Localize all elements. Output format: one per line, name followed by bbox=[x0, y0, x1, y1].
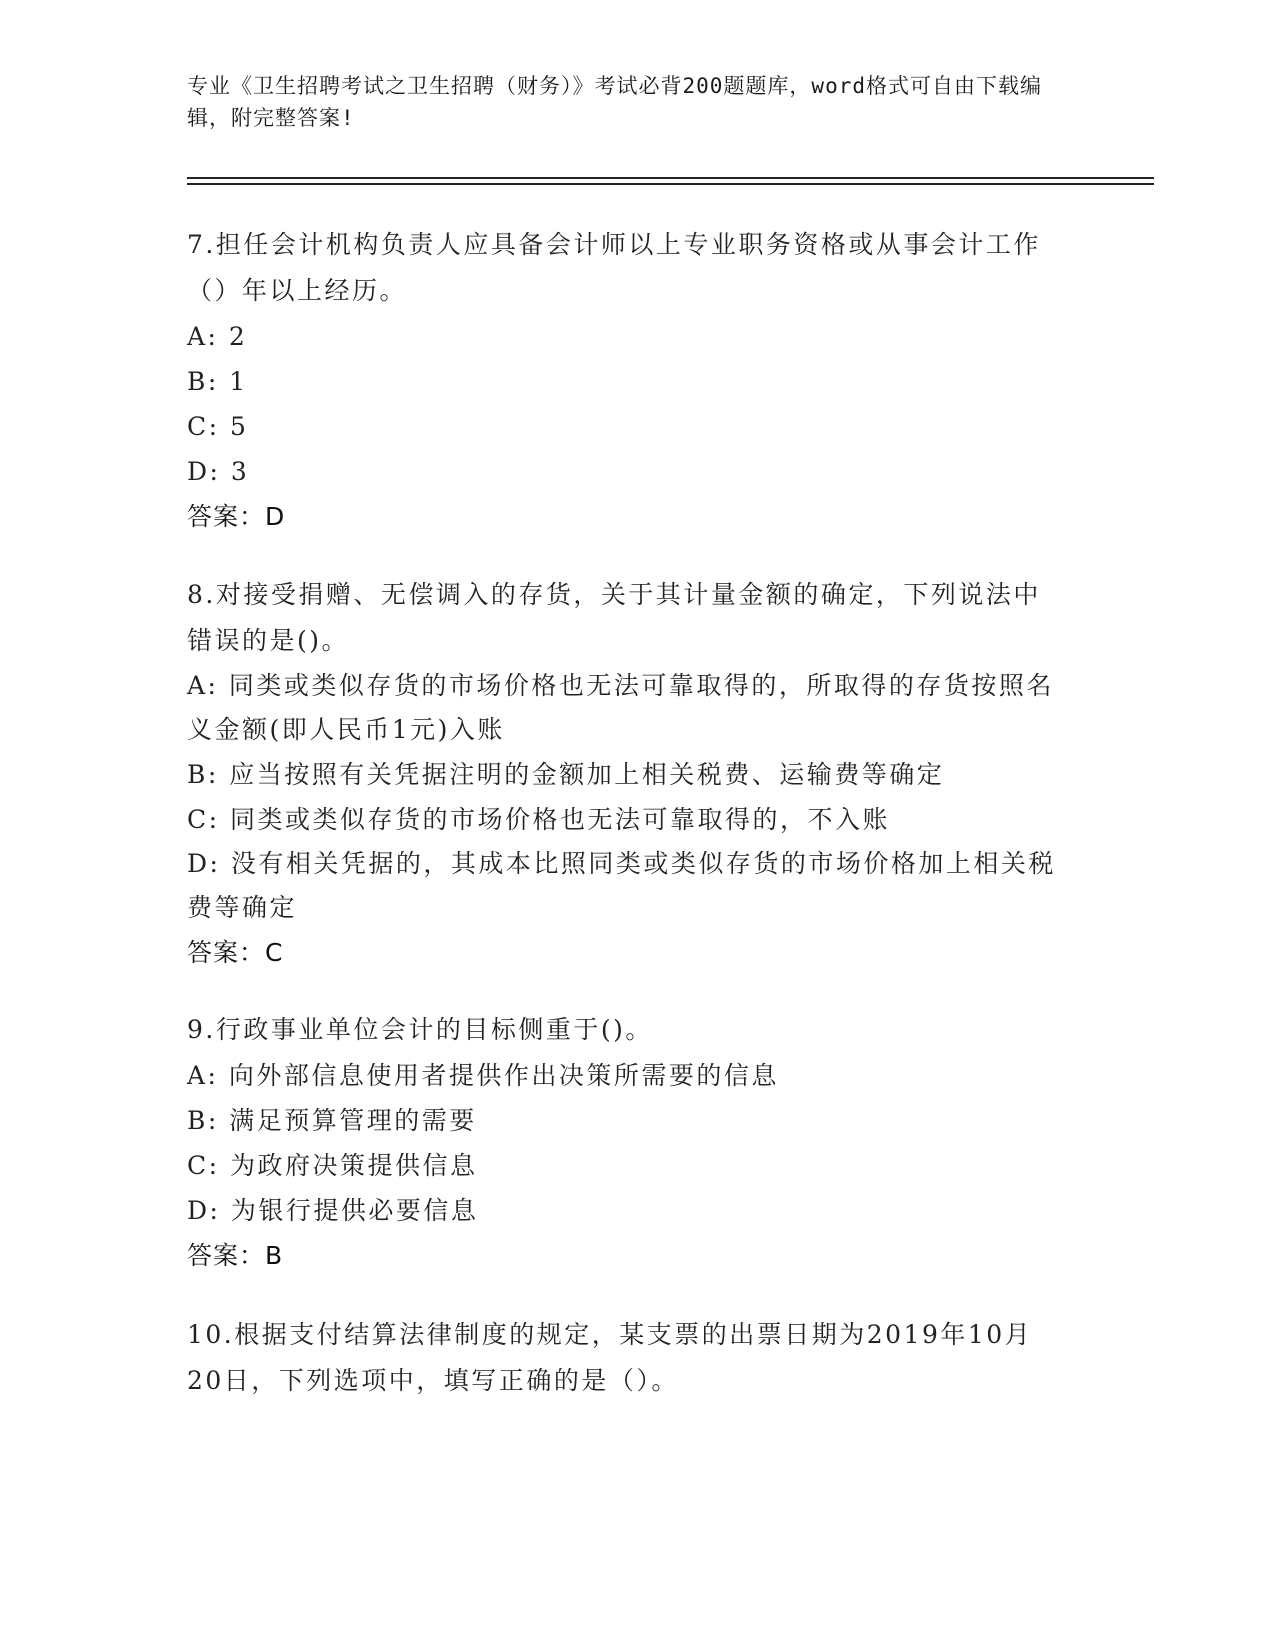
question-stem: 10.根据支付结算法律制度的规定，某支票的出票日期为2019年10月20日，下列选项中，填写正确的是（）。 bbox=[187, 1320, 1033, 1395]
question-10 bbox=[187, 1312, 1067, 1404]
question-stem: 8.对接受捐赠、无偿调入的存货，关于其计量金额的确定，下列说法中错误的是()。 bbox=[187, 580, 1041, 655]
option-c: C: 5 bbox=[187, 412, 249, 441]
answer-label: 答案：C bbox=[187, 938, 284, 967]
option-c: C: 同类或类似存货的市场价格也无法可靠取得的，不入账 bbox=[187, 805, 891, 834]
option-a: A: 2 bbox=[187, 322, 248, 351]
question-stem: 9.行政事业单位会计的目标侧重于()。 bbox=[187, 1015, 653, 1044]
answer-label: 答案：B bbox=[187, 1241, 284, 1270]
option-a: A: 向外部信息使用者提供作出决策所需要的信息 bbox=[187, 1061, 779, 1090]
option-b: B: 满足预算管理的需要 bbox=[187, 1106, 477, 1135]
answer-label: 答案：D bbox=[187, 502, 286, 531]
option-d: D: 没有相关凭据的，其成本比照同类或类似存货的市场价格加上相关税费等确定 bbox=[187, 849, 1056, 922]
option-a: A: 同类或类似存货的市场价格也无法可靠取得的，所取得的存货按照名义金额(即人民币1元)入账 bbox=[187, 671, 1054, 744]
header-divider-bottom bbox=[187, 183, 1154, 185]
option-b: B: 应当按照有关凭据注明的金额加上相关税费、运输费等确定 bbox=[187, 760, 945, 789]
question-7 bbox=[187, 222, 1067, 540]
question-9 bbox=[187, 1007, 1067, 1279]
option-d: D: 3 bbox=[187, 457, 250, 486]
question-stem: 7.担任会计机构负责人应具备会计师以上专业职务资格或从事会计工作（）年以上经历。 bbox=[187, 230, 1041, 305]
option-b: B: 1 bbox=[187, 367, 248, 396]
option-d: D: 为银行提供必要信息 bbox=[187, 1196, 479, 1225]
option-c: C: 为政府决策提供信息 bbox=[187, 1151, 478, 1180]
question-8 bbox=[187, 572, 1067, 976]
document-header: 专业《卫生招聘考试之卫生招聘（财务）》考试必背200题题库，word格式可自由下载编辑，附完整答案! bbox=[187, 74, 1042, 130]
header-divider-top bbox=[187, 177, 1154, 179]
